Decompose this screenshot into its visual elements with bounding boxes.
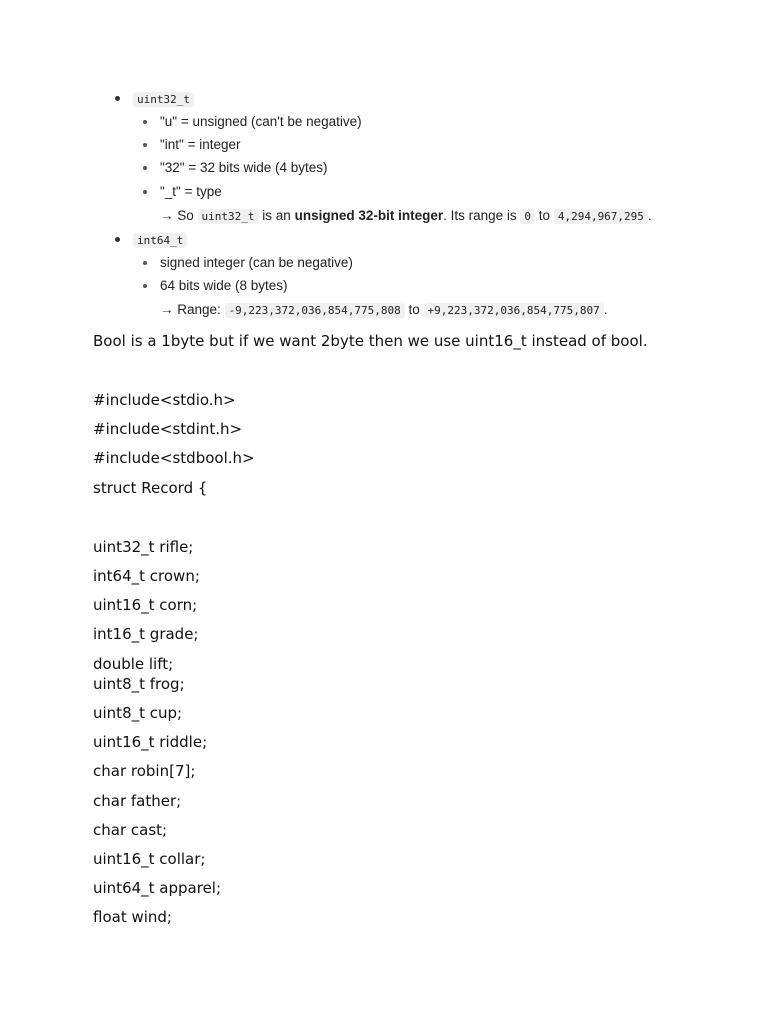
code-line: uint16_t riddle; xyxy=(93,733,208,751)
code-uint32: uint32_t xyxy=(133,92,194,107)
code-line: uint64_t apparel; xyxy=(93,879,222,897)
sub-bullet xyxy=(143,166,147,170)
sub-item: 64 bits wide (8 bytes) xyxy=(160,278,288,293)
code-line: float wind; xyxy=(93,908,172,926)
summary-bold: unsigned 32-bit integer xyxy=(294,208,444,223)
code-line: int64_t crown; xyxy=(93,567,200,585)
list-bullet xyxy=(115,237,120,242)
code-line: uint16_t corn; xyxy=(93,596,198,614)
range-to: to xyxy=(408,302,420,317)
summary-end: . xyxy=(647,208,652,223)
code-line: #include<stdio.h> xyxy=(93,391,236,409)
code-line: double lift; xyxy=(93,655,174,673)
code-line: struct Record { xyxy=(93,479,208,497)
code-line: uint16_t collar; xyxy=(93,850,206,868)
sub-item: "int" = integer xyxy=(160,137,241,152)
sub-bullet xyxy=(143,284,147,288)
summary-code: uint32_t xyxy=(198,209,259,224)
code-line: uint32_t rifle; xyxy=(93,538,194,556)
list-bullet xyxy=(115,96,120,101)
summary-prefix: → Range: xyxy=(160,302,221,317)
sub-bullet xyxy=(143,261,147,265)
range-max: 4,294,967,295 xyxy=(554,209,648,224)
code-int64: int64_t xyxy=(133,233,187,248)
sub-bullet xyxy=(143,190,147,194)
list-item xyxy=(133,89,194,110)
code-line: uint8_t cup; xyxy=(93,704,183,722)
sub-item: "32" = 32 bits wide (4 bytes) xyxy=(160,160,328,175)
sub-item: signed integer (can be negative) xyxy=(160,255,353,270)
range-min: -9,223,372,036,854,775,808 xyxy=(225,303,405,318)
sub-item: "_t" = type xyxy=(160,184,222,199)
code-line: uint8_t frog; xyxy=(93,675,185,693)
range-max: +9,223,372,036,854,775,807 xyxy=(424,303,604,318)
code-line: #include<stdbool.h> xyxy=(93,449,255,467)
sub-bullet xyxy=(143,143,147,147)
uint32-summary xyxy=(160,206,652,227)
code-line: char robin[7]; xyxy=(93,762,196,780)
int64-range-summary xyxy=(160,300,608,321)
code-line: #include<stdint.h> xyxy=(93,420,243,438)
code-line: char cast; xyxy=(93,821,168,839)
list-item xyxy=(133,230,187,251)
summary-mid: is an xyxy=(262,208,291,223)
summary-end: . xyxy=(603,302,608,317)
range-to: to xyxy=(538,208,551,223)
code-line: int16_t grade; xyxy=(93,625,199,643)
range-min: 0 xyxy=(520,209,535,224)
sub-item: "u" = unsigned (can't be negative) xyxy=(160,114,362,129)
note-paragraph: Bool is a 1byte but if we want 2byte then we use uint16_t instead of bool. xyxy=(93,332,648,350)
summary-prefix: → So xyxy=(160,208,194,223)
summary-range-text: . Its range is xyxy=(443,208,517,223)
sub-bullet xyxy=(143,120,147,124)
code-line: char father; xyxy=(93,792,182,810)
